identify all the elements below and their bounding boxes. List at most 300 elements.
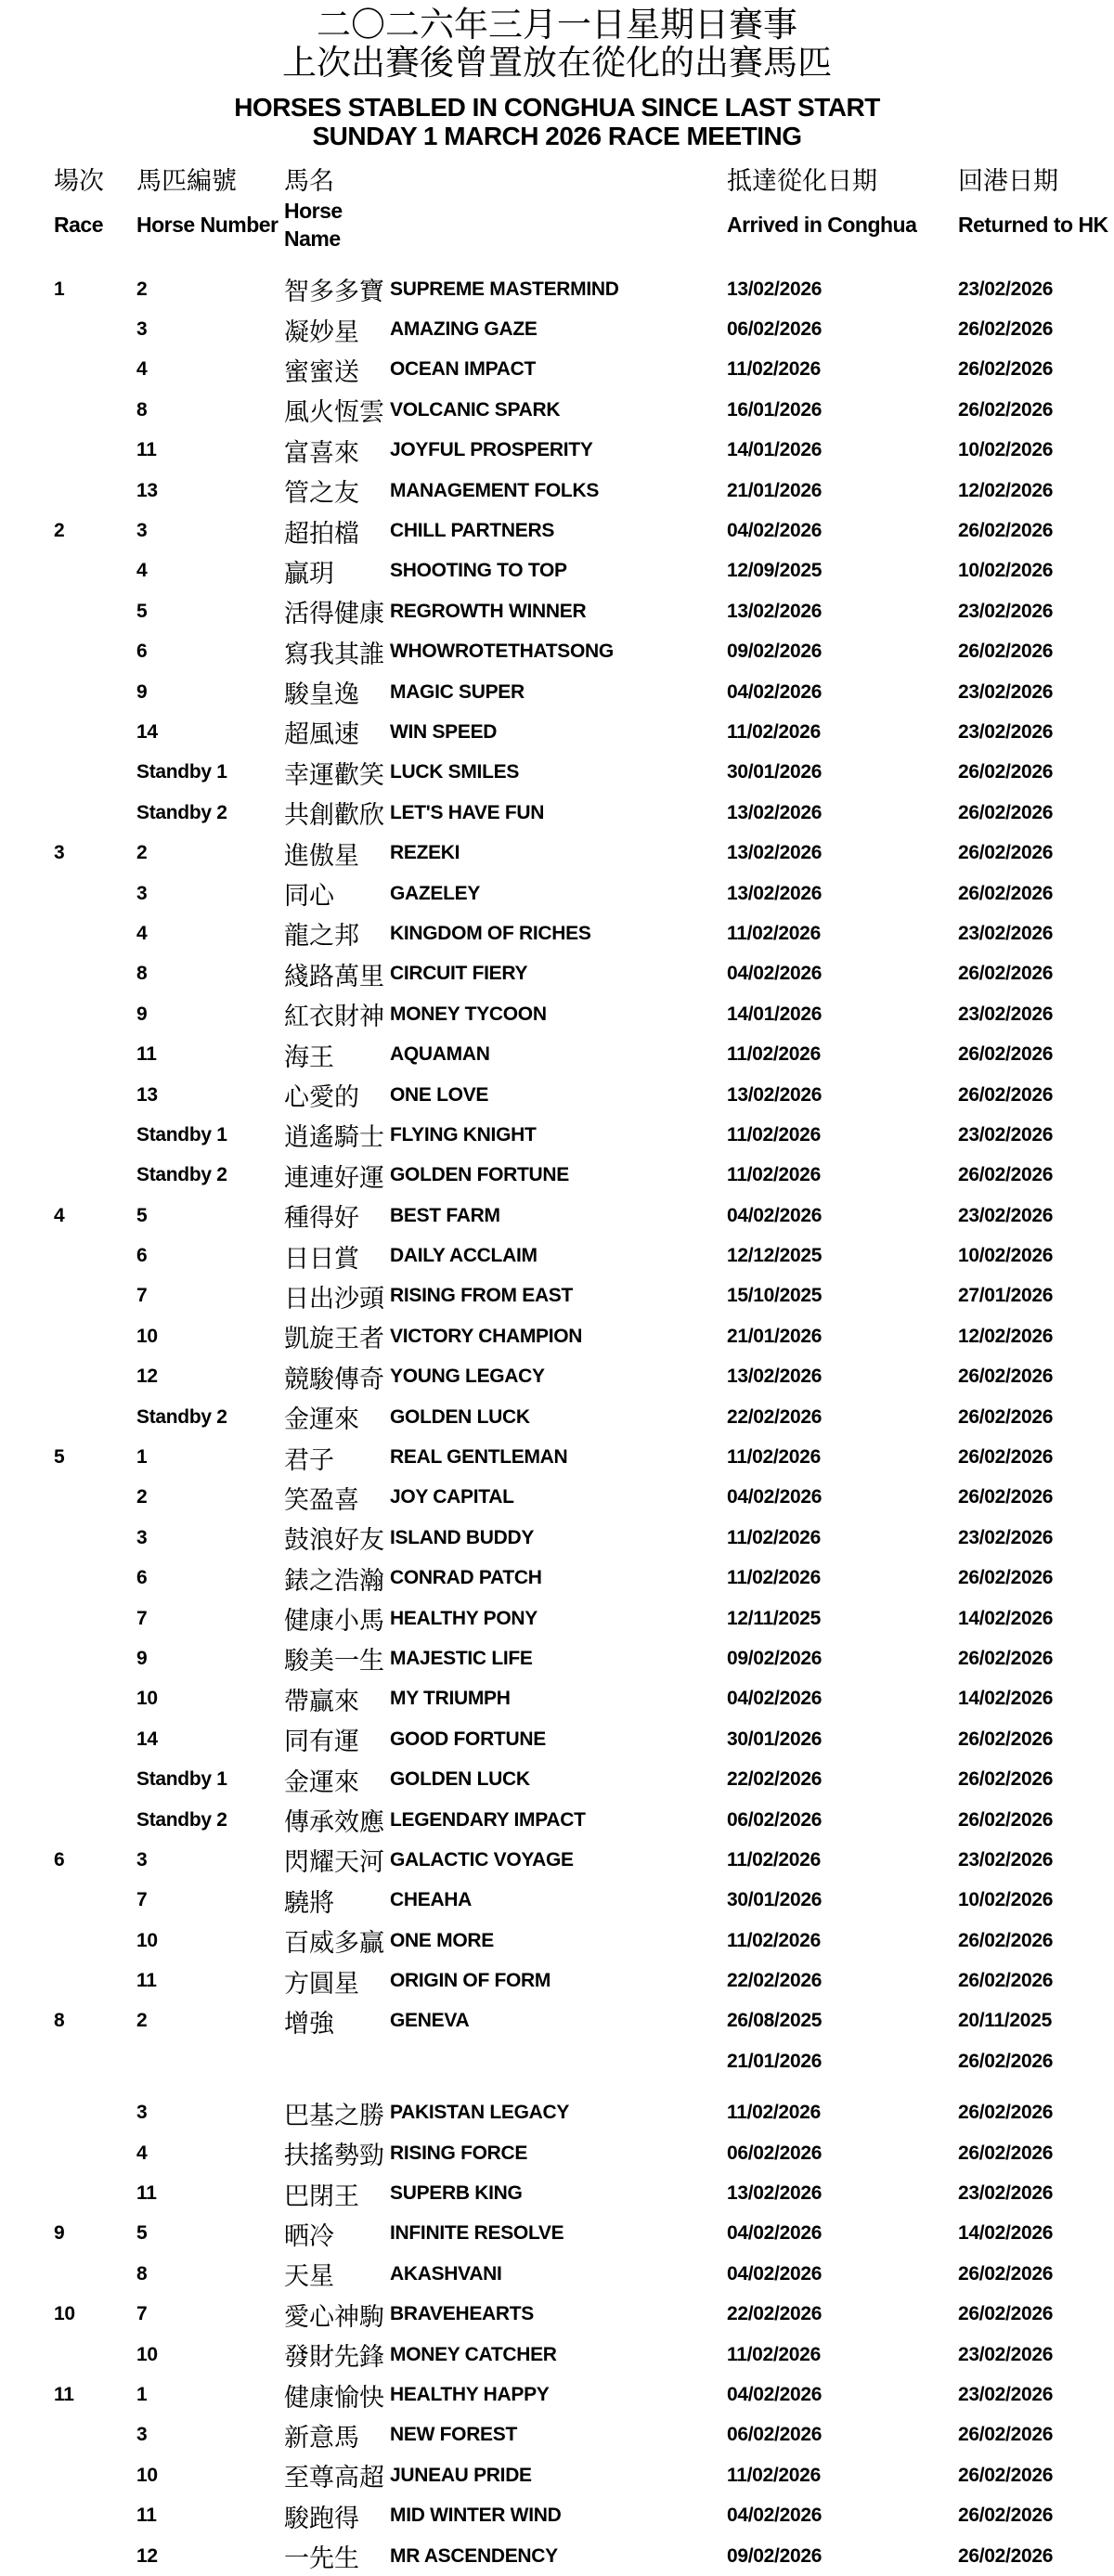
returned-date-cell: 23/02/2026	[958, 1848, 1054, 1871]
horse-number-cell: Standby 1	[136, 1768, 227, 1791]
table-row	[0, 1638, 1114, 1678]
column-header-arrived-en: Arrived in Conghua	[727, 213, 917, 237]
horse-name-english-cell: JOY CAPITAL	[390, 1486, 514, 1508]
horse-name-english-cell: YOUNG LEGACY	[390, 1366, 545, 1388]
arrived-date-cell: 15/10/2025	[727, 1285, 823, 1307]
horse-name-chinese-cell: 綫路萬里	[284, 962, 384, 990]
returned-date-cell: 23/02/2026	[958, 1204, 1054, 1226]
returned-date-cell: 23/02/2026	[958, 1003, 1054, 1025]
table-row	[0, 2455, 1114, 2495]
arrived-date-cell: 06/02/2026	[727, 318, 823, 341]
returned-date-cell: 26/02/2026	[958, 2262, 1054, 2285]
horse-name-english-cell: WHOWROTETHATSONG	[390, 641, 614, 663]
arrived-date-cell: 06/02/2026	[727, 2142, 823, 2164]
arrived-date-cell: 06/02/2026	[727, 1808, 823, 1831]
horse-name-english-cell: AKASHVANI	[390, 2262, 502, 2285]
table-row	[0, 1437, 1114, 1477]
arrived-date-cell: 04/02/2026	[727, 2222, 823, 2245]
returned-date-cell: 14/02/2026	[958, 1688, 1054, 1710]
returned-date-cell: 26/02/2026	[958, 842, 1054, 864]
column-header-name-zh: 馬名	[284, 167, 334, 195]
table-row	[0, 874, 1114, 913]
horse-name-english-cell: LEGENDARY IMPACT	[390, 1808, 586, 1831]
returned-date-cell: 26/02/2026	[958, 1970, 1054, 1992]
returned-date-cell: 26/02/2026	[958, 1486, 1054, 1508]
horse-name-chinese-cell: 紅衣財神	[284, 1003, 384, 1031]
title-chinese-line1: 二〇二六年三月一日星期日賽事	[317, 6, 797, 44]
arrived-date-cell: 09/02/2026	[727, 1647, 823, 1669]
returned-date-cell: 26/02/2026	[958, 1929, 1054, 1951]
horse-name-english-cell: REZEKI	[390, 842, 460, 864]
horse-number-cell: 4	[136, 560, 148, 582]
horse-name-english-cell: AQUAMAN	[390, 1043, 490, 1066]
arrived-date-cell: 04/02/2026	[727, 2384, 823, 2405]
horse-name-chinese-cell: 方圓星	[284, 1969, 359, 1998]
returned-date-cell: 26/02/2026	[958, 1083, 1054, 1106]
returned-date-cell: 10/02/2026	[958, 1889, 1054, 1911]
column-header-number-en: Horse Number	[136, 213, 278, 237]
horse-number-cell: 4	[136, 922, 148, 944]
title-english-line1: HORSES STABLED IN CONGHUA SINCE LAST START	[234, 93, 880, 122]
table-row	[0, 2041, 1114, 2081]
table-row	[0, 1559, 1114, 1599]
horse-name-english-cell: GOLDEN LUCK	[390, 1768, 530, 1791]
horse-number-cell: 8	[136, 398, 148, 421]
horse-name-english-cell: HEALTHY PONY	[390, 1607, 538, 1629]
table-row	[0, 1518, 1114, 1558]
horse-number-cell: 11	[136, 2182, 157, 2205]
returned-date-cell: 23/02/2026	[958, 1526, 1054, 1548]
horse-number-cell: 7	[136, 1889, 148, 1911]
horse-name-chinese-cell: 金運來	[284, 1405, 359, 1434]
horse-name-chinese-cell: 錶之浩瀚	[284, 1566, 384, 1595]
table-row	[0, 2001, 1114, 2041]
arrived-date-cell: 11/02/2026	[727, 2343, 821, 2365]
table-row	[0, 2375, 1114, 2414]
horse-number-cell: 11	[136, 2505, 157, 2527]
table-row	[0, 1397, 1114, 1437]
table-row	[0, 793, 1114, 833]
table-row	[0, 1156, 1114, 1196]
table-row	[0, 1478, 1114, 1518]
arrived-date-cell: 11/02/2026	[727, 2464, 821, 2486]
table-row	[0, 1679, 1114, 1719]
horse-name-english-cell: ISLAND BUDDY	[390, 1526, 535, 1548]
table-row	[0, 1276, 1114, 1316]
arrived-date-cell: 21/01/2026	[727, 2050, 823, 2072]
horse-name-english-cell: OCEAN IMPACT	[390, 358, 537, 381]
column-header-race-zh: 場次	[54, 167, 104, 195]
horse-number-cell: Standby 2	[136, 1405, 227, 1428]
arrived-date-cell: 30/01/2026	[727, 1728, 823, 1750]
horse-name-english-cell: SUPREME MASTERMIND	[390, 278, 619, 300]
table-row	[0, 1316, 1114, 1356]
horse-number-cell: 6	[136, 1567, 148, 1589]
horse-number-cell: 1	[136, 1446, 148, 1469]
returned-date-cell: 23/02/2026	[958, 2384, 1054, 2405]
table-row	[0, 712, 1114, 752]
horse-name-english-cell: CHILL PARTNERS	[390, 520, 555, 542]
arrived-date-cell: 13/02/2026	[727, 1366, 823, 1388]
arrived-date-cell: 12/09/2025	[727, 560, 823, 582]
horse-name-chinese-cell: 增強	[284, 2009, 334, 2038]
returned-date-cell: 26/02/2026	[958, 2505, 1054, 2527]
horse-name-english-cell: VOLCANIC SPARK	[390, 398, 561, 421]
arrived-date-cell: 13/02/2026	[727, 278, 823, 300]
arrived-date-cell: 04/02/2026	[727, 1486, 823, 1508]
horse-name-english-cell: LET'S HAVE FUN	[390, 801, 545, 823]
horse-name-english-cell: MONEY TYCOON	[390, 1003, 547, 1025]
horse-name-english-cell: SHOOTING TO TOP	[390, 560, 567, 582]
table-row	[0, 1881, 1114, 1921]
horse-number-cell: 5	[136, 2222, 148, 2245]
horse-number-cell: 10	[136, 1688, 158, 1710]
horse-name-english-cell: GOOD FORTUNE	[390, 1728, 546, 1750]
horse-number-cell: 11	[136, 439, 157, 461]
horse-number-cell: 1	[136, 2384, 148, 2405]
returned-date-cell: 26/02/2026	[958, 963, 1054, 985]
horse-name-english-cell: BRAVEHEARTS	[390, 2303, 534, 2325]
table-row	[0, 1961, 1114, 2000]
horse-name-chinese-cell: 龍之邦	[284, 922, 359, 951]
returned-date-cell: 23/02/2026	[958, 680, 1054, 703]
arrived-date-cell: 21/01/2026	[727, 1325, 823, 1347]
horse-number-cell: 2	[136, 842, 148, 864]
table-body	[0, 269, 1114, 2576]
table-row	[0, 2254, 1114, 2294]
horse-number-cell: 13	[136, 479, 158, 501]
race-number-cell: 6	[54, 1848, 65, 1871]
race-number-cell: 10	[54, 2303, 75, 2325]
horse-name-english-cell: GAZELEY	[390, 882, 481, 904]
returned-date-cell: 10/02/2026	[958, 560, 1054, 582]
horse-name-chinese-cell: 同心	[284, 882, 334, 911]
table-row	[0, 2495, 1114, 2535]
returned-date-cell: 26/02/2026	[958, 1728, 1054, 1750]
horse-name-chinese-cell: 傳承效應	[284, 1808, 384, 1837]
returned-date-cell: 26/02/2026	[958, 1043, 1054, 1066]
returned-date-cell: 23/02/2026	[958, 922, 1054, 944]
arrived-date-cell: 11/02/2026	[727, 1848, 821, 1871]
arrived-date-cell: 13/02/2026	[727, 842, 823, 864]
returned-date-cell: 26/02/2026	[958, 1567, 1054, 1589]
race-number-cell: 1	[54, 278, 65, 300]
horse-name-chinese-cell: 競駿傳奇	[284, 1365, 384, 1393]
horse-name-chinese-cell: 活得健康	[284, 600, 384, 628]
arrived-date-cell: 13/02/2026	[727, 882, 823, 904]
horse-name-english-cell: WIN SPEED	[390, 720, 498, 743]
table-row	[0, 632, 1114, 672]
returned-date-cell: 26/02/2026	[958, 2050, 1054, 2072]
returned-date-cell: 26/02/2026	[958, 1366, 1054, 1388]
returned-date-cell: 26/02/2026	[958, 2142, 1054, 2164]
horse-number-cell: 10	[136, 1325, 158, 1347]
horse-name-english-cell: FLYING KNIGHT	[390, 1123, 537, 1146]
horse-number-cell: Standby 2	[136, 1808, 227, 1831]
table-header	[0, 165, 1114, 252]
table-row	[0, 2093, 1114, 2133]
horse-name-english-cell: CIRCUIT FIERY	[390, 963, 528, 985]
horse-name-english-cell: REGROWTH WINNER	[390, 600, 587, 622]
title-chinese-line2: 上次出賽後曾置放在從化的出賽馬匹	[282, 44, 832, 82]
horse-number-cell: 2	[136, 278, 148, 300]
table-row	[0, 309, 1114, 349]
horse-number-cell: Standby 1	[136, 761, 227, 783]
arrived-date-cell: 11/02/2026	[727, 358, 821, 381]
returned-date-cell: 26/02/2026	[958, 2303, 1054, 2325]
horse-name-english-cell: JOYFUL PROSPERITY	[390, 439, 593, 461]
horse-name-chinese-cell: 種得好	[284, 1204, 359, 1233]
horse-number-cell: 7	[136, 1285, 148, 1307]
returned-date-cell: 26/02/2026	[958, 1405, 1054, 1428]
table-row	[0, 551, 1114, 591]
horse-name-english-cell: ONE MORE	[390, 1929, 494, 1951]
table-row	[0, 2214, 1114, 2254]
table-row	[0, 753, 1114, 793]
arrived-date-cell: 04/02/2026	[727, 2262, 823, 2285]
horse-name-english-cell: LUCK SMILES	[390, 761, 520, 783]
horse-number-cell: 2	[136, 1486, 148, 1508]
column-header-race-en: Race	[54, 213, 103, 237]
table-row	[0, 1719, 1114, 1759]
horse-name-chinese-cell: 駿皇逸	[284, 680, 359, 709]
horse-name-chinese-cell: 超拍檔	[284, 519, 359, 548]
horse-number-cell: 3	[136, 318, 148, 341]
horse-name-chinese-cell: 君子	[284, 1445, 334, 1474]
horse-name-english-cell: ONE LOVE	[390, 1083, 489, 1106]
arrived-date-cell: 04/02/2026	[727, 1204, 823, 1226]
returned-date-cell: 23/02/2026	[958, 278, 1054, 300]
horse-name-chinese-cell: 日日賞	[284, 1244, 359, 1273]
horse-name-english-cell: MY TRIUMPH	[390, 1688, 511, 1710]
table-row	[0, 1357, 1114, 1397]
arrived-date-cell: 22/02/2026	[727, 1768, 823, 1791]
horse-name-chinese-cell: 共創歡欣	[284, 801, 384, 830]
horse-name-chinese-cell: 智多多寶	[284, 278, 384, 306]
horse-number-cell: 10	[136, 2464, 158, 2486]
table-row	[0, 1599, 1114, 1638]
horse-name-english-cell: REAL GENTLEMAN	[390, 1446, 568, 1469]
horse-number-cell: 3	[136, 1526, 148, 1548]
arrived-date-cell: 22/02/2026	[727, 1405, 823, 1428]
horse-name-english-cell: RISING FROM EAST	[390, 1285, 574, 1307]
returned-date-cell: 26/02/2026	[958, 882, 1054, 904]
returned-date-cell: 26/02/2026	[958, 2102, 1054, 2124]
horse-name-chinese-cell: 帶贏來	[284, 1687, 359, 1715]
table-row	[0, 2536, 1114, 2576]
horse-name-english-cell: BEST FARM	[390, 1204, 500, 1226]
horse-name-chinese-cell: 百威多贏	[284, 1929, 384, 1958]
horse-name-chinese-cell: 凝妙星	[284, 317, 359, 346]
arrived-date-cell: 11/02/2026	[727, 1164, 821, 1186]
horse-name-english-cell: GOLDEN FORTUNE	[390, 1164, 569, 1186]
returned-date-cell: 12/02/2026	[958, 1325, 1054, 1347]
horse-name-chinese-cell: 至尊高超	[284, 2464, 384, 2492]
table-row	[0, 2335, 1114, 2375]
returned-date-cell: 23/02/2026	[958, 600, 1054, 622]
race-number-cell: 9	[54, 2222, 65, 2245]
horse-name-chinese-cell: 扶搖勢勁	[284, 2142, 384, 2170]
horse-number-cell: 11	[136, 1043, 157, 1066]
horse-name-chinese-cell: 幸運歡笑	[284, 760, 384, 789]
horse-name-chinese-cell: 巴閉王	[284, 2181, 359, 2210]
arrived-date-cell: 16/01/2026	[727, 398, 823, 421]
returned-date-cell: 14/02/2026	[958, 1607, 1054, 1629]
horse-name-english-cell: CHEAHA	[390, 1889, 473, 1911]
horse-number-cell: 9	[136, 1003, 148, 1025]
returned-date-cell: 26/02/2026	[958, 358, 1054, 381]
table-row	[0, 2415, 1114, 2455]
horse-name-chinese-cell: 風火恆雲	[284, 398, 384, 427]
horse-name-english-cell: MR ASCENDENCY	[390, 2544, 558, 2567]
arrived-date-cell: 11/02/2026	[727, 1043, 821, 1066]
arrived-date-cell: 11/02/2026	[727, 720, 821, 743]
horse-name-english-cell: GENEVA	[390, 2010, 470, 2032]
arrived-date-cell: 12/11/2025	[727, 1607, 821, 1629]
column-header-returned-en: Returned to HK	[958, 213, 1108, 237]
arrived-date-cell: 30/01/2026	[727, 1889, 823, 1911]
horse-name-chinese-cell: 一先生	[284, 2544, 359, 2573]
horse-name-chinese-cell: 發財先鋒	[284, 2343, 384, 2372]
arrived-date-cell: 04/02/2026	[727, 520, 823, 542]
table-row	[0, 672, 1114, 712]
horse-number-cell: 7	[136, 2303, 148, 2325]
horse-number-cell: 13	[136, 1083, 158, 1106]
column-header-returned-zh: 回港日期	[958, 167, 1058, 195]
horse-number-cell: 4	[136, 358, 148, 381]
horse-name-chinese-cell: 海王	[284, 1042, 334, 1071]
arrived-date-cell: 14/01/2026	[727, 439, 823, 461]
column-header-arrived-zh: 抵達從化日期	[727, 167, 877, 195]
returned-date-cell: 23/02/2026	[958, 2182, 1054, 2205]
race-number-cell: 5	[54, 1446, 65, 1469]
horse-number-cell: 3	[136, 2102, 148, 2124]
horse-name-chinese-cell: 蜜蜜送	[284, 357, 359, 386]
horse-number-cell: 7	[136, 1607, 148, 1629]
horse-name-chinese-cell: 富喜來	[284, 438, 359, 467]
horse-number-cell: 9	[136, 1647, 148, 1669]
table-row	[0, 1800, 1114, 1840]
horse-name-chinese-cell: 連連好運	[284, 1163, 384, 1192]
horse-name-chinese-cell: 駿跑得	[284, 2504, 359, 2532]
table-row	[0, 2173, 1114, 2213]
arrived-date-cell: 22/02/2026	[727, 1970, 823, 1992]
horse-number-cell: 2	[136, 2010, 148, 2032]
arrived-date-cell: 11/02/2026	[727, 1446, 821, 1469]
horse-number-cell: 3	[136, 2424, 148, 2446]
horse-name-english-cell: PAKISTAN LEGACY	[390, 2102, 570, 2124]
arrived-date-cell: 11/02/2026	[727, 1123, 821, 1146]
returned-date-cell: 14/02/2026	[958, 2222, 1054, 2245]
race-number-cell: 4	[54, 1204, 65, 1226]
arrived-date-cell: 30/01/2026	[727, 761, 823, 783]
horse-number-cell: 10	[136, 2343, 158, 2365]
horse-name-english-cell: MAJESTIC LIFE	[390, 1647, 533, 1669]
returned-date-cell: 26/02/2026	[958, 2464, 1054, 2486]
horse-name-english-cell: NEW FOREST	[390, 2424, 517, 2446]
arrived-date-cell: 11/02/2026	[727, 922, 821, 944]
table-row	[0, 1034, 1114, 1074]
horse-name-english-cell: INFINITE RESOLVE	[390, 2222, 564, 2245]
table-row	[0, 994, 1114, 1034]
arrived-date-cell: 11/02/2026	[727, 1567, 821, 1589]
horse-number-cell: 3	[136, 520, 148, 542]
table-row	[0, 1075, 1114, 1115]
returned-date-cell: 26/02/2026	[958, 1446, 1054, 1469]
table-header-chinese-row	[0, 165, 1114, 197]
table-row	[0, 954, 1114, 994]
race-number-cell: 2	[54, 520, 65, 542]
horse-name-english-cell: MONEY CATCHER	[390, 2343, 557, 2365]
horse-number-cell: Standby 2	[136, 1164, 227, 1186]
horse-name-chinese-cell: 閃耀天河	[284, 1848, 384, 1877]
arrived-date-cell: 09/02/2026	[727, 641, 823, 663]
returned-date-cell: 26/02/2026	[958, 2544, 1054, 2567]
returned-date-cell: 23/02/2026	[958, 1123, 1054, 1146]
horse-name-english-cell: SUPERB KING	[390, 2182, 523, 2205]
horse-name-english-cell: VICTORY CHAMPION	[390, 1325, 583, 1347]
horse-name-chinese-cell: 寫我其誰	[284, 640, 384, 668]
horse-number-cell: Standby 1	[136, 1123, 227, 1146]
horse-name-chinese-cell: 愛心神駒	[284, 2302, 384, 2331]
returned-date-cell: 26/02/2026	[958, 1647, 1054, 1669]
returned-date-cell: 26/02/2026	[958, 641, 1054, 663]
arrived-date-cell: 11/02/2026	[727, 1929, 821, 1951]
horse-name-chinese-cell: 健康小馬	[284, 1607, 384, 1636]
table-row	[0, 1840, 1114, 1880]
arrived-date-cell: 06/02/2026	[727, 2424, 823, 2446]
returned-date-cell: 26/02/2026	[958, 1808, 1054, 1831]
returned-date-cell: 26/02/2026	[958, 520, 1054, 542]
horse-number-cell: 14	[136, 720, 158, 743]
returned-date-cell: 23/02/2026	[958, 2343, 1054, 2365]
horse-name-chinese-cell: 笑盈喜	[284, 1485, 359, 1514]
arrived-date-cell: 11/02/2026	[727, 2102, 821, 2124]
horse-name-chinese-cell: 進傲星	[284, 841, 359, 870]
horse-name-chinese-cell: 鼓浪好友	[284, 1526, 384, 1555]
table-row	[0, 511, 1114, 550]
horse-name-english-cell: RISING FORCE	[390, 2142, 528, 2164]
arrived-date-cell: 04/02/2026	[727, 680, 823, 703]
table-row	[0, 1115, 1114, 1155]
horse-number-cell: 5	[136, 1204, 148, 1226]
returned-date-cell: 26/02/2026	[958, 318, 1054, 341]
arrived-date-cell: 11/02/2026	[727, 1526, 821, 1548]
horse-name-english-cell: ORIGIN OF FORM	[390, 1970, 551, 1992]
horse-name-chinese-cell: 逍遙騎士	[284, 1123, 384, 1152]
horse-number-cell: 8	[136, 2262, 148, 2285]
race-number-cell: 3	[54, 842, 65, 864]
arrived-date-cell: 22/02/2026	[727, 2303, 823, 2325]
table-row	[0, 1236, 1114, 1275]
returned-date-cell: 26/02/2026	[958, 398, 1054, 421]
table-row	[0, 471, 1114, 511]
horse-name-chinese-cell: 新意馬	[284, 2423, 359, 2452]
horse-number-cell: 12	[136, 2544, 158, 2567]
horse-name-chinese-cell: 同有運	[284, 1728, 359, 1756]
column-header-number-zh: 馬匹編號	[136, 167, 237, 195]
horse-number-cell: 5	[136, 600, 148, 622]
arrived-date-cell: 04/02/2026	[727, 1688, 823, 1710]
returned-date-cell: 20/11/2025	[958, 2010, 1052, 2032]
horse-number-cell: 3	[136, 1848, 148, 1871]
horse-number-cell: 8	[136, 963, 148, 985]
horse-name-english-cell: HEALTHY HAPPY	[390, 2384, 550, 2405]
horse-number-cell: 4	[136, 2142, 148, 2164]
horse-name-chinese-cell: 日出沙頭	[284, 1284, 384, 1313]
horse-number-cell: 12	[136, 1366, 158, 1388]
horse-name-chinese-cell: 巴基之勝	[284, 2101, 384, 2129]
